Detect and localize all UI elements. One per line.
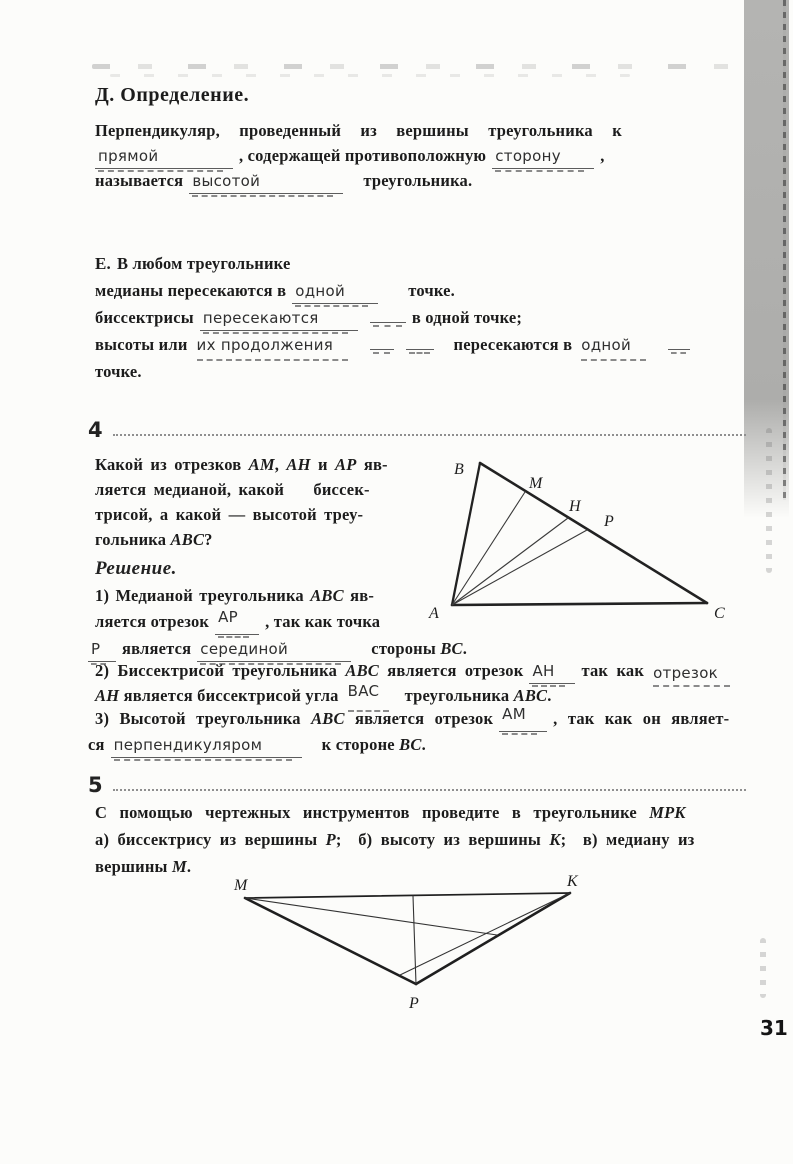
handwritten-AP: AP	[218, 608, 239, 626]
fill-blank-BAC	[345, 682, 399, 709]
vertex-label-P: P	[409, 995, 419, 1012]
sol-text: .	[462, 639, 468, 658]
scan-smudge-row	[92, 64, 742, 69]
segment-AP: AP	[335, 455, 357, 474]
triangle-ABC: ABC	[310, 586, 344, 605]
e-line2-start: биссектрисы	[95, 308, 194, 327]
scan-smudge-row-2	[110, 74, 630, 77]
empty-blank-1	[370, 321, 406, 323]
p5-text: С помощью чертежных инструментов проведите в треугольнике	[95, 803, 650, 822]
problem-5-dotted-rule	[113, 775, 746, 791]
p4-text: ?	[204, 530, 213, 549]
triangle-ABC: ABC	[513, 686, 548, 705]
fill-blank-storonu	[492, 146, 594, 169]
fill-blank-otrezok	[650, 661, 740, 684]
side-PK	[416, 893, 570, 984]
p4-statement-line1	[95, 455, 388, 476]
bisector-from-P	[413, 896, 416, 984]
fill-blank-odnoy-1	[292, 281, 378, 304]
fill-blank-prodolzheniya	[194, 335, 358, 358]
sol-text: треугольника	[404, 686, 514, 705]
vertex-label-M: M	[234, 877, 248, 894]
e-line3-start: высоты или	[95, 335, 188, 354]
side-AC	[452, 603, 707, 605]
handwritten-odnoy-1: одной	[295, 282, 346, 300]
point-label-M: M	[529, 475, 543, 492]
vertex-K-ref: K	[549, 830, 561, 849]
margin-scribble-top	[766, 428, 772, 573]
handwritten-odnoy-2: одной	[581, 336, 631, 354]
p4-text: гольника	[95, 530, 171, 549]
height-from-K	[400, 893, 570, 975]
problem-5-number: 5	[88, 773, 103, 797]
handwritten-AM: AM	[502, 705, 526, 723]
section-e-line4: точке.	[95, 362, 142, 381]
section-e-line3	[95, 335, 696, 358]
sol-text: .	[547, 686, 552, 705]
sol-text: является отрезок	[344, 709, 494, 728]
e-line1-text: медианы пересекаются в	[95, 281, 287, 300]
sol-text: стороны	[371, 639, 441, 658]
section-e-line2	[95, 308, 522, 331]
sol-text: является	[122, 639, 192, 658]
sol-text: ляется отрезок	[95, 612, 210, 631]
p5-text: вершины	[95, 857, 172, 876]
fill-blank-vysotoy	[189, 171, 343, 194]
figure-triangle-abc	[423, 448, 753, 628]
section-e-title-text: В любом треугольнике	[117, 254, 291, 273]
handwritten-storonu: сторону	[495, 147, 561, 165]
figure-triangle-mpk	[228, 872, 598, 1017]
sol-item1-line2	[95, 608, 381, 635]
p4-statement-line4	[95, 530, 213, 551]
fill-blank-pryamoy	[95, 146, 233, 169]
vertex-P-ref: P	[325, 830, 336, 849]
section-d-line3-end: треугольника.	[363, 171, 473, 190]
handwritten-pryamoy: прямой	[98, 147, 159, 165]
handwritten-prodolzheniya: их продолжения	[196, 336, 334, 354]
e-line3-mid: пересекаются в	[453, 335, 573, 354]
p5-statement-line3	[95, 857, 191, 878]
section-d-title: Д. Определение.	[95, 84, 250, 106]
handwritten-BAC: BAC	[347, 682, 380, 700]
handwritten-vysotoy: высотой	[192, 172, 261, 190]
p4-statement-line3: трисой, а какой — высотой треу-	[95, 505, 364, 524]
section-d-line3-start: называется	[95, 171, 184, 190]
vertex-label-C: C	[714, 605, 725, 622]
sol-item1-line3	[88, 639, 467, 662]
p4-text: яв-	[356, 455, 388, 474]
handwritten-peresekayutsya: пересекаются	[202, 309, 319, 327]
section-d-line2	[95, 146, 605, 169]
triangle-ABC: ABC	[311, 709, 345, 728]
sol-text: так как	[581, 661, 645, 680]
handwritten-P: P	[91, 640, 101, 658]
p4-text: ,	[274, 455, 287, 474]
p4-statement-line2: ляется медианой, какой биссек-	[95, 480, 370, 499]
fill-blank-odnoy-2	[578, 335, 656, 358]
sol-text: является отрезок	[378, 661, 524, 680]
fill-blank-AH	[529, 661, 575, 684]
p5-text: ; б) высоту из вершины	[335, 830, 550, 849]
vertex-label-K: K	[567, 873, 578, 890]
p5-statement-line2	[95, 830, 695, 851]
side-BC-ref: BC	[399, 735, 422, 754]
p5-text: ; в) медиану из	[560, 830, 695, 849]
vertex-label-B: B	[454, 461, 464, 478]
section-d-line2-comma: ,	[600, 146, 605, 165]
handwritten-seredinoy: серединой	[200, 640, 289, 658]
segment-AH: AH	[286, 455, 311, 474]
sol-item1-line1	[95, 586, 374, 607]
triangle-MPK: MPK	[649, 803, 686, 822]
sol-text: 2) Биссектрисой треугольника	[95, 661, 346, 680]
triangle-ABC: ABC	[345, 661, 379, 680]
sol-text: , так как он являет-	[553, 709, 730, 728]
point-label-P: P	[604, 513, 614, 530]
vertex-M-ref: M	[171, 857, 187, 876]
sol-text: яв-	[343, 586, 375, 605]
fill-blank-AP	[215, 608, 259, 635]
section-e-line1	[95, 281, 455, 304]
fill-blank-P	[88, 639, 116, 662]
section-d-line1: Перпендикуляр, проведенный из вершины треугольника к	[95, 121, 622, 140]
sol-text: 1) Медианой треугольника	[95, 586, 311, 605]
empty-blank-4	[668, 348, 690, 350]
fill-blank-AM	[499, 705, 547, 732]
section-e-title	[95, 254, 291, 275]
p5-text: .	[186, 857, 192, 876]
problem-4-dotted-rule	[113, 420, 746, 436]
fill-blank-perpendikulyarom	[111, 735, 302, 758]
segment-AH-ref: AH	[95, 686, 120, 705]
point-label-H: H	[569, 498, 581, 515]
triangle-ABC: ABC	[170, 530, 205, 549]
section-d-line2-text: , содержащей противоположную	[239, 146, 487, 165]
side-MK	[245, 893, 570, 898]
sol-text: является биссектрисой угла	[119, 686, 339, 705]
page-number: 31	[760, 1016, 788, 1040]
side-BC	[480, 463, 707, 603]
cevian-AP	[452, 530, 587, 605]
sol-item2-line2	[95, 682, 552, 709]
e-line1-end: точке.	[408, 281, 455, 300]
empty-blank-2	[370, 348, 394, 350]
cevian-AH	[452, 518, 568, 605]
vertex-label-A: A	[429, 605, 439, 622]
margin-scribble-bottom	[760, 938, 766, 998]
section-d-line3	[95, 171, 472, 194]
sol-text: ся	[88, 735, 105, 754]
fill-blank-seredinoy	[197, 639, 351, 662]
p4-text: Какой из отрезков	[95, 455, 249, 474]
sol-item3-line1	[95, 705, 730, 732]
solution-title: Решение.	[95, 558, 177, 579]
empty-blank-3	[406, 348, 434, 350]
p5-statement-line1	[95, 803, 686, 824]
handwritten-AH: AH	[532, 662, 555, 680]
p5-text: а) биссектрису из вершины	[95, 830, 326, 849]
section-e-letter: Е.	[95, 254, 111, 273]
page-edge-speckles	[783, 0, 786, 500]
sol-item3-line2	[88, 735, 426, 758]
p4-text: и	[310, 455, 336, 474]
side-BC-ref: BC	[440, 639, 463, 658]
sol-text: .	[421, 735, 426, 754]
sol-text: к стороне	[321, 735, 400, 754]
e-line2-end: в одной точке;	[411, 308, 523, 327]
segment-AM: AM	[248, 455, 275, 474]
handwritten-otrezok: отрезок	[653, 664, 719, 682]
sol-text: , так как точка	[265, 612, 381, 631]
handwritten-perpendikulyarom: перпендикуляром	[113, 736, 263, 754]
problem-4-number: 4	[88, 418, 103, 442]
fill-blank-peresekayutsya	[200, 308, 358, 331]
sol-text: 3) Высотой треугольника	[95, 709, 312, 728]
sol-item2-line1	[95, 661, 746, 684]
